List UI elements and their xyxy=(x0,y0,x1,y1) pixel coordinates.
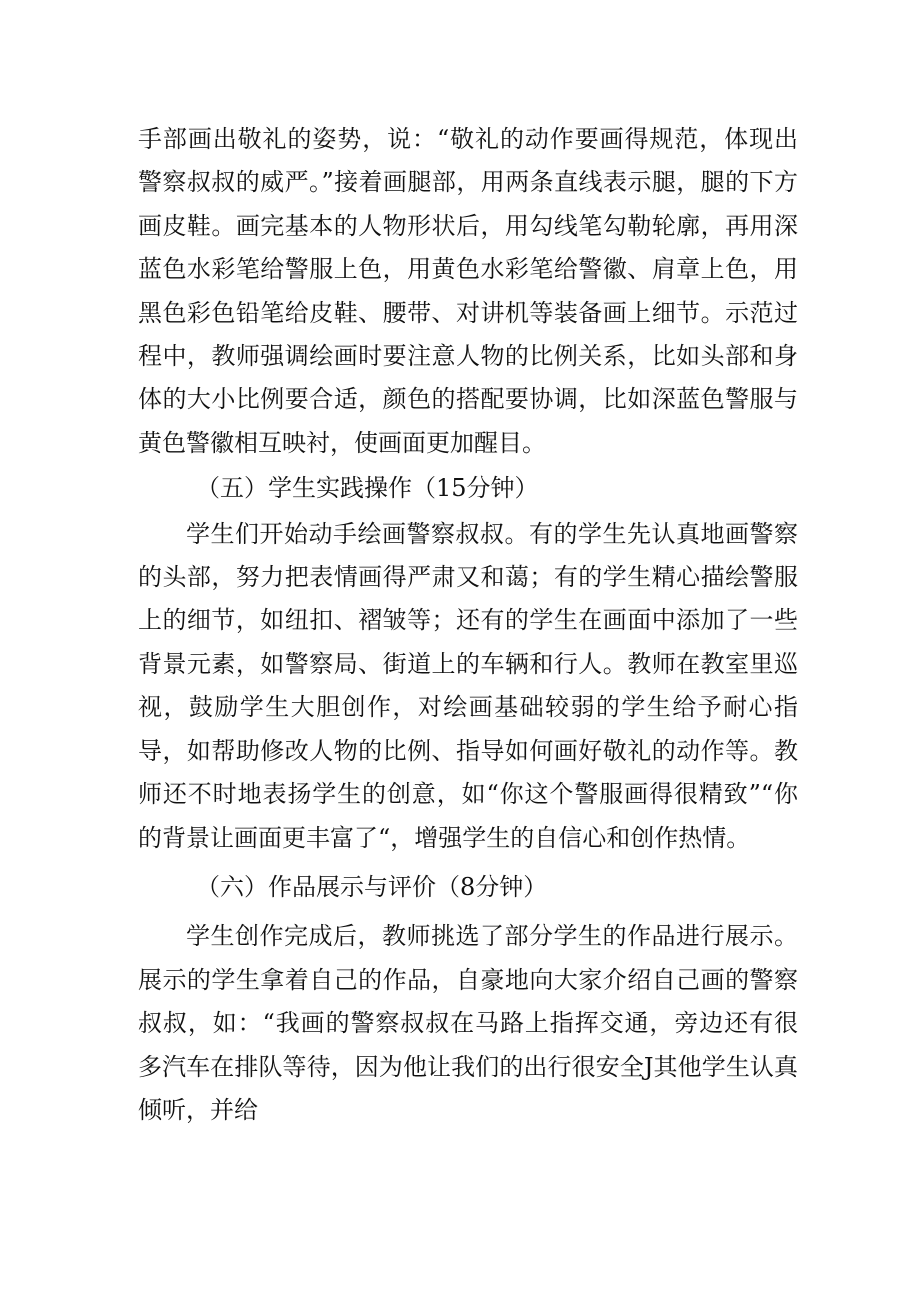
paragraph-work-display: 学生创作完成后，教师挑选了部分学生的作品进行展示。展示的学生拿着自己的作品，自豪地向大家介绍自己画的警察叔叔，如：“我画的警察叔叔在马路上指挥交通，旁边还有很多汽车在排队等待，因为他让我们的出行很安全J其他学生认真倾听，并给 xyxy=(138,922,798,1124)
paragraph-student-practice: 学生们开始动手绘画警察叔叔。有的学生先认真地画警察的头部，努力把表情画得严肃又和蔼；有的学生精心描绘警服上的细节，如纽扣、褶皱等；还有的学生在画面中添加了一些背景元素，如警察局、街道上的车辆和行人。教师在教室里巡视，鼓励学生大胆创作，对绘画基础较弱的学生给予耐心指导，如帮助修改人物的比例、指导如何画好敬礼的动作等。教师还不时地表扬学生的创意，如“你这个警服画得很精致”“你的背景让画面更丰富了“，增强学生的自信心和创作热情。 xyxy=(138,519,798,852)
document-body xyxy=(138,118,798,1132)
paragraph-teacher-demonstration: 手部画出敬礼的姿势，说：“敬礼的动作要画得规范，体现出警察叔叔的威严。”接着画腿部，用两条直线表示腿，腿的下方画皮鞋。画完基本的人物形状后，用勾线笔勾勒轮廓，再用深蓝色水彩笔给警服上色，用黄色水彩笔给警徽、肩章上色，用黑色彩色铅笔给皮鞋、腰带、对讲机等装备画上细节。示范过程中，教师强调绘画时要注意人物的比例关系，比如头部和身体的大小比例要合适，颜色的搭配要协调，比如深蓝色警服与黄色警徽相互映衬，使画面更加醒目。 xyxy=(138,125,798,457)
section-heading-work-display: （六）作品展示与评价（8分钟） xyxy=(196,872,548,901)
section-heading-student-practice: （五）学生实践操作（15分钟） xyxy=(196,474,539,503)
